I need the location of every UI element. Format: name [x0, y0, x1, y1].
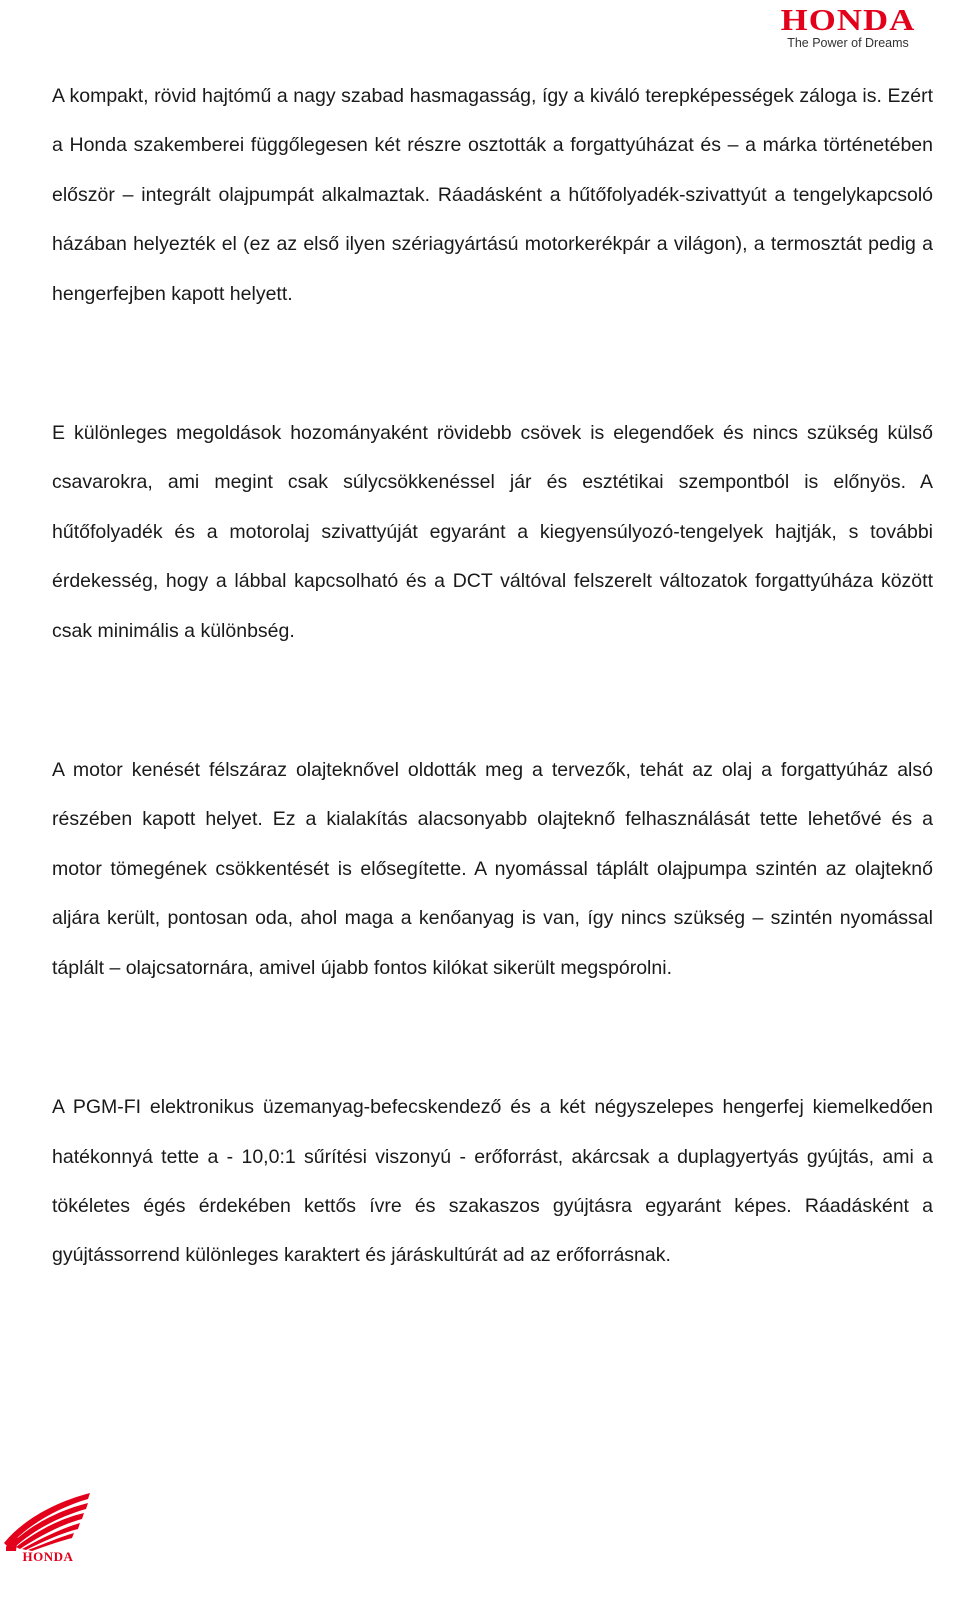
paragraph-1: A kompakt, rövid hajtómű a nagy szabad hasmagasság, így a kiváló terepképességek záloga is. Ezért a Honda szakemberei függőlegesen két részre osztották a forgattyúházat és – a márka történetében először – integrált olajpumpát alkalmaztak. Ráadásként a hűtőfolyadék-szivattyút a tengelykapcsoló házában helyezték el (ez az első ilyen szériagyártású motorkerékpár a világon), a termosztát pedig a hengerfejben kapott helyett. — [52, 85, 933, 305]
wing-icon — [2, 1491, 94, 1563]
honda-wing-logo — [2, 1491, 94, 1563]
paragraph-2: E különleges megoldások hozományaként rövidebb csövek is elegendőek és nincs szükség külső csavarokra, ami megint csak súlycsökkenéssel jár és esztétikai szempontból is előnyös. A hűtőfolyadék és a motorolaj szivattyúját egyaránt a kiegyensúlyozó-tengelyek hajtják, s további érdekesség, hogy a lábbal kapcsolható és a DCT váltóval felszerelt változatok forgattyúháza között csak minimális a különbség. — [52, 422, 933, 642]
paragraph-4: A PGM-FI elektronikus üzemanyag-befecskendező és a két négyszelepes hengerfej kiemelkedően hatékonnyá tette a - 10,0:1 sűrítési viszonyú - erőforrást, akárcsak a duplagyertyás gyújtás, ami a tökéletes égés érdekében kettős ívre és szakaszos gyújtásra egyaránt képes. Ráadásként a gyújtássorrend különleges karaktert és járáskultúrát ad az erőforrásnak. — [52, 1096, 933, 1267]
honda-header-logo — [758, 4, 938, 50]
paragraph-3: A motor kenését félszáraz olajteknővel oldották meg a tervezők, tehát az olaj a forgattyúház alsó részében kapott helyet. Ez a kialakítás alacsonyabb olajteknő felhasználását tette lehetővé és a motor tömegének csökkentését is elősegítette. A nyomással táplált olajpumpa szintén az olajteknő aljára került, pontosan oda, ahol maga a kenőanyag is van, így nincs szükség – szintén nyomással táplált – olajcsatornára, amivel újabb fontos kilókat sikerült megspórolni. — [52, 759, 933, 979]
document-body — [52, 72, 933, 1371]
honda-wordmark: HONDA — [780, 2, 916, 37]
footer-wordmark: HONDA — [22, 1549, 74, 1563]
brand-tagline: The Power of Dreams — [787, 36, 909, 50]
